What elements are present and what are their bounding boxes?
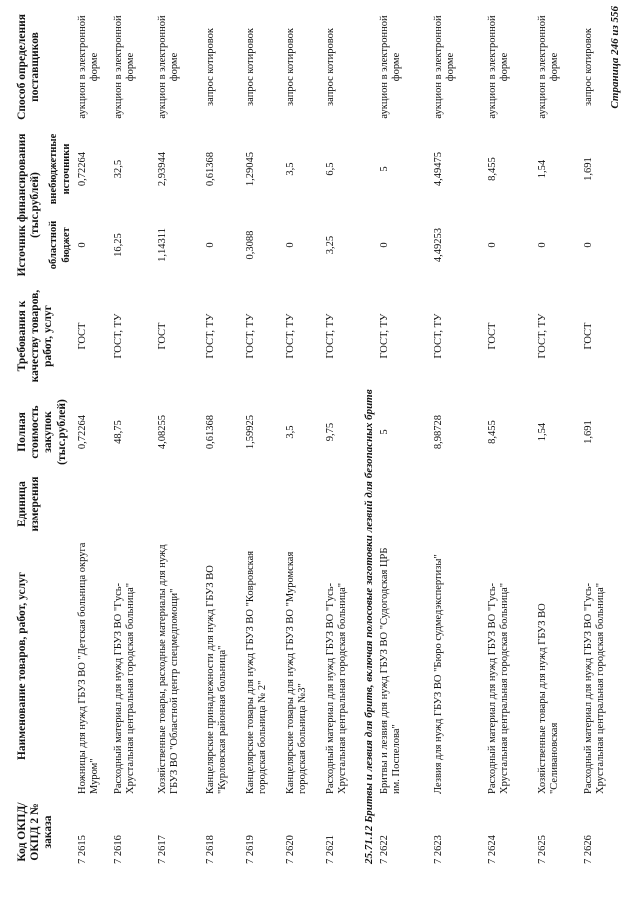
- cell-code: 7 2619: [244, 835, 256, 864]
- cell-regional: 16,25: [112, 233, 124, 257]
- cell-cost: 1,691: [582, 420, 594, 444]
- cell-unit: [111, 473, 155, 535]
- page-number: Страница 246 из 556: [609, 6, 622, 109]
- table-row: [535, 5, 581, 867]
- col-extra-header: внебюджетные источники: [48, 133, 72, 205]
- cell-cost: 4,08255: [156, 414, 168, 450]
- cell-name: Расходный материал для нужд ГБУЗ ВО "Гусь-Хрустальная центральная городская больница": [582, 582, 606, 794]
- cell-cost: 48,75: [112, 420, 124, 444]
- cell-method: аукцион в электронной форме: [76, 15, 100, 119]
- col-unit-header: Единица измерения: [16, 476, 42, 532]
- col-code-header: Код ОКПД/ ОКПД 2 № заказа: [16, 802, 55, 862]
- cell-quality: ГОСТ, ТУ: [112, 313, 124, 359]
- col-method-header: Способ определения поставщиков: [16, 14, 42, 120]
- procurement-table: [14, 5, 627, 867]
- cell-quality: ГОСТ, ТУ: [378, 313, 390, 359]
- cell-regional: 1,14311: [156, 228, 168, 262]
- cell-quality: ГОСТ, ТУ: [432, 313, 444, 359]
- cell-code: 7 2624: [486, 835, 498, 864]
- table-row: [75, 5, 111, 867]
- cell-code: 7 2626: [582, 835, 594, 864]
- cell-name: Расходный материал для нужд ГБУЗ ВО "Гусь-Хрустальная центральная городская больница": [486, 582, 510, 794]
- col-cost-header: Полная стоимость закупок (тыс.рублей): [16, 399, 68, 465]
- cell-quality: ГОСТ, ТУ: [324, 313, 336, 359]
- cell-unit: [155, 473, 203, 535]
- cell-regional: 0: [204, 242, 216, 248]
- cell-quality: ГОСТ, ТУ: [536, 313, 548, 359]
- cell-name: Канцелярские принадлежности для нужд ГБУЗ ВО "Курловская районная больница": [204, 565, 228, 794]
- table-row: [485, 5, 535, 867]
- cell-cost: 8,455: [486, 420, 498, 444]
- cell-extra: 1,54: [536, 159, 548, 179]
- cell-unit: [581, 473, 627, 535]
- col-quality-header: Требования к качеству товаров, работ, услуг: [16, 289, 55, 383]
- table-row: [377, 5, 431, 867]
- cell-cost: 8,98728: [432, 414, 444, 450]
- cell-method: запрос котировок: [284, 28, 296, 106]
- cell-name: Расходный материал для нужд ГБУЗ ВО "Гусь-Хрустальная центральная городская больница": [112, 582, 136, 794]
- cell-quality: ГОСТ, ТУ: [204, 313, 216, 359]
- cell-method: аукцион в электронной форме: [432, 15, 456, 119]
- cell-code: 7 2618: [204, 835, 216, 864]
- table-row: [323, 5, 363, 867]
- cell-unit: [535, 473, 581, 535]
- cell-code: 7 2621: [324, 835, 336, 864]
- cell-name: Канцелярские товары для нужд ГБУЗ ВО "Муромская городская больница №3": [284, 551, 308, 794]
- cell-quality: ГОСТ, ТУ: [284, 313, 296, 359]
- cell-unit: [75, 473, 111, 535]
- cell-extra: 1,29045: [244, 151, 256, 187]
- col-regional-header: областной бюджет: [48, 220, 72, 270]
- cell-extra: 0,61368: [204, 151, 216, 187]
- cell-name: Лезвия для нужд ГБУЗ ВО "Бюро судмедэкспертизы": [432, 554, 444, 794]
- cell-regional: 3,25: [324, 235, 336, 255]
- cell-extra: 6,5: [324, 162, 336, 176]
- cell-unit: [283, 473, 323, 535]
- cell-code: 7 2620: [284, 835, 296, 864]
- col-name-header: Наименование товаров, работ, услуг: [16, 571, 28, 761]
- cell-cost: 9,75: [324, 422, 336, 442]
- cell-cost: 0,61368: [204, 414, 216, 450]
- cell-unit: [203, 473, 243, 535]
- cell-extra: 3,5: [284, 162, 296, 176]
- table-row: [243, 5, 283, 867]
- cell-method: аукцион в электронной форме: [112, 15, 136, 119]
- cell-extra: 2,93944: [156, 151, 168, 187]
- cell-extra: 1,691: [582, 157, 594, 181]
- cell-name: Ножницы для нужд ГБУЗ ВО "Детская больница округа Муром": [76, 542, 100, 794]
- cell-regional: 4,49253: [432, 227, 444, 263]
- table-row: [111, 5, 155, 867]
- table-body: [75, 5, 627, 867]
- cell-code: 7 2625: [536, 835, 548, 864]
- cell-extra: 4,49475: [432, 151, 444, 187]
- cell-regional: 0,3088: [244, 230, 256, 260]
- cell-method: запрос котировок: [324, 28, 336, 106]
- cell-regional: 0: [76, 242, 88, 248]
- table-row: [431, 5, 485, 867]
- category-row: [363, 5, 377, 867]
- cell-name: Хозяйственные товары для нужд ГБУЗ ВО "Селивановская: [536, 603, 560, 794]
- cell-unit: [377, 473, 431, 535]
- cell-name: Бритвы и лезвия для нужд ГБУЗ ВО "Судогодская ЦРБ им. Поспелова": [378, 547, 402, 794]
- cell-regional: 0: [536, 242, 548, 248]
- cell-extra: 8,455: [486, 157, 498, 181]
- table-row: [581, 5, 627, 867]
- cell-cost: 5: [378, 429, 390, 435]
- cell-extra: 5: [378, 166, 390, 172]
- cell-cost: 0,72264: [76, 414, 88, 450]
- cell-cost: 1,59925: [244, 414, 256, 450]
- cell-name: Хозяйственные товары, расходные материалы для нужд ГБУЗ ВО "Областной центр спецмедпомощи": [156, 544, 180, 794]
- cell-method: запрос котировок: [244, 28, 256, 106]
- cell-code: 7 2622: [378, 835, 390, 864]
- cell-method: запрос котировок: [582, 28, 594, 106]
- table-row: [155, 5, 203, 867]
- cell-quality: ГОСТ: [76, 322, 88, 350]
- cell-quality: ГОСТ: [582, 322, 594, 350]
- cell-cost: 1,54: [536, 422, 548, 442]
- cell-unit: [485, 473, 535, 535]
- cell-method: аукцион в электронной форме: [486, 15, 510, 119]
- cell-unit: [323, 473, 363, 535]
- cell-extra: 0,72264: [76, 151, 88, 187]
- cell-method: запрос котировок: [204, 28, 216, 106]
- cell-method: аукцион в электронной форме: [156, 15, 180, 119]
- cell-name: Канцелярские товары для нужд ГБУЗ ВО "Ковровская городская больница № 2": [244, 550, 268, 794]
- table-row: [283, 5, 323, 867]
- cell-name: Расходный материал для нужд ГБУЗ ВО "Гусь-Хрустальная центральная городская больница": [324, 582, 348, 794]
- cell-code: 7 2623: [432, 835, 444, 864]
- cell-method: аукцион в электронной форме: [536, 15, 560, 119]
- cell-method: аукцион в электронной форме: [378, 15, 402, 119]
- cell-regional: 0: [284, 242, 296, 248]
- col-source-header: Источник финансирования (тыс.рублей): [16, 133, 42, 277]
- category-label: 25.71.12 Бритвы и лезвия для бритв, включая полосовые заготовки лезвий для безопасных бритв: [362, 389, 375, 864]
- cell-code: 7 2616: [112, 835, 124, 864]
- cell-extra: 32,5: [112, 159, 124, 179]
- cell-cost: 3,5: [284, 425, 296, 439]
- cell-regional: 0: [582, 242, 594, 248]
- cell-code: 7 2617: [156, 835, 168, 864]
- cell-code: 7 2615: [76, 835, 88, 864]
- cell-regional: 0: [486, 242, 498, 248]
- cell-unit: [431, 473, 485, 535]
- cell-quality: ГОСТ: [156, 322, 168, 350]
- table-row: [203, 5, 243, 867]
- cell-regional: 0: [378, 242, 390, 248]
- cell-unit: [243, 473, 283, 535]
- table-header-row: [14, 5, 44, 867]
- cell-quality: ГОСТ, ТУ: [244, 313, 256, 359]
- cell-quality: ГОСТ: [486, 322, 498, 350]
